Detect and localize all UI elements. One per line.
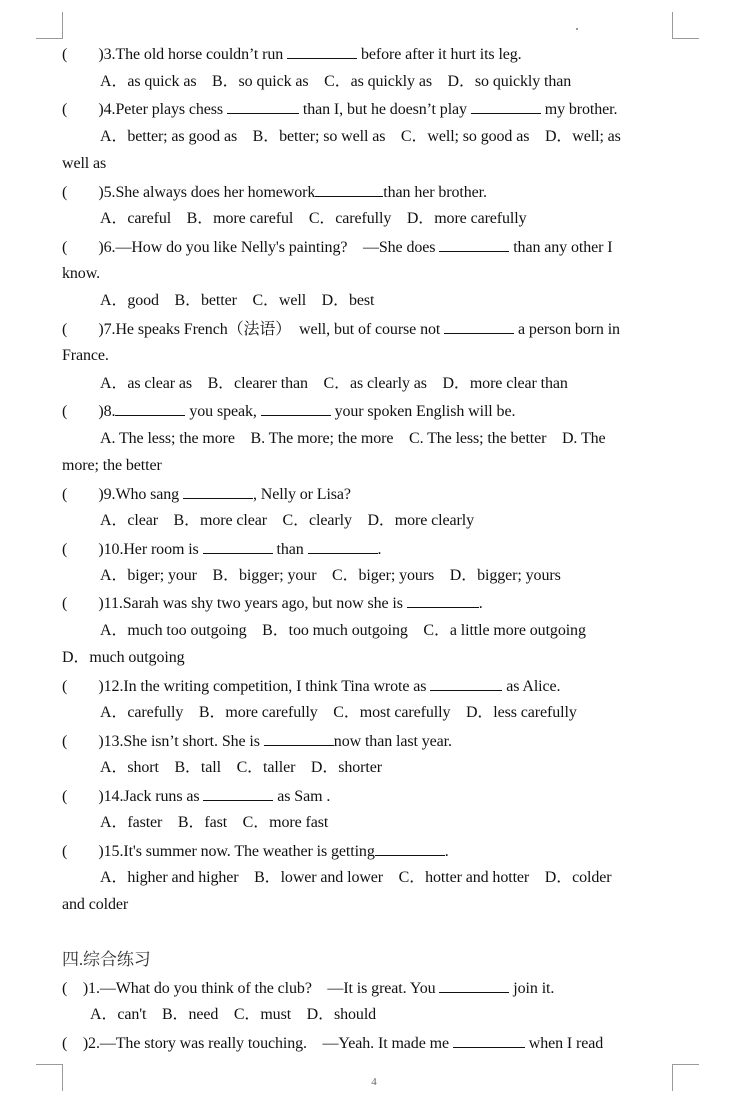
page-number: 4 xyxy=(371,1076,377,1088)
line-text: now than last year. xyxy=(333,733,452,750)
answer-blank xyxy=(287,44,357,59)
question-line xyxy=(62,1033,682,1054)
line-text: than xyxy=(272,541,308,558)
line-text: ( )15.It's summer now. The weather is getting xyxy=(62,843,375,860)
line-text: A．carefully B．more carefully C．most carefully D．less carefully xyxy=(100,704,577,721)
answer-options-line xyxy=(100,868,680,888)
question-line xyxy=(62,484,682,505)
line-text: ( )14.Jack runs as xyxy=(62,788,204,805)
answer-blank xyxy=(264,731,334,746)
line-text: . xyxy=(444,843,449,860)
answer-blank xyxy=(439,237,509,252)
question-line xyxy=(62,154,682,174)
line-text: A. The less; the more B. The more; the more C. The less; the better D. The xyxy=(100,430,606,447)
line-text: A．good B．better C．well D．best xyxy=(100,292,375,309)
line-text: ( )9.Who sang xyxy=(62,486,183,503)
question-line xyxy=(62,841,682,862)
answer-options-line xyxy=(100,374,680,394)
answer-options-line xyxy=(100,813,680,833)
line-text: . xyxy=(478,595,483,612)
answer-options-line xyxy=(100,291,680,311)
section-heading xyxy=(62,950,682,970)
answer-blank xyxy=(453,1033,525,1048)
answer-blank xyxy=(439,978,509,993)
line-text: ( )4.Peter plays chess xyxy=(62,101,227,118)
line-text: A．biger; your B．bigger; your C．biger; yours D．bigger; yours xyxy=(100,567,561,584)
answer-blank xyxy=(315,182,383,197)
question-line xyxy=(62,539,682,560)
line-text: more; the better xyxy=(62,457,162,474)
question-line xyxy=(62,182,682,203)
answer-blank xyxy=(203,786,273,801)
line-text: , Nelly or Lisa? xyxy=(253,486,351,503)
line-text: . xyxy=(377,541,382,558)
answer-blank xyxy=(471,99,541,114)
line-text: 四.综合练习 xyxy=(62,950,151,969)
line-text: A．much too outgoing B．too much outgoing C．a little more outgoing xyxy=(100,622,586,639)
question-line xyxy=(62,237,682,258)
corner-mark-top-right xyxy=(672,12,699,39)
answer-blank xyxy=(261,401,331,416)
question-line xyxy=(62,319,682,340)
corner-mark-top-left xyxy=(36,12,63,39)
answer-options-line xyxy=(100,758,680,778)
question-line xyxy=(62,593,682,614)
line-text: A．better; as good as B．better; so well as C．well; so good as D．well; as xyxy=(100,128,621,145)
question-line xyxy=(62,346,682,366)
line-text: D．much outgoing xyxy=(62,649,185,666)
answer-blank xyxy=(407,593,479,608)
stray-dot xyxy=(576,28,578,30)
line-text: a person born in xyxy=(514,321,620,338)
question-line xyxy=(62,731,682,752)
line-text: ( )6.—How do you like Nelly's painting? —She does xyxy=(62,239,440,256)
answer-blank xyxy=(375,841,445,856)
line-text: my brother. xyxy=(540,101,618,118)
answer-options-line xyxy=(90,1005,680,1025)
line-text: than any other I xyxy=(509,239,613,256)
answer-blank xyxy=(444,319,514,334)
line-text: ( )2.—The story was really touching. —Yeah. It made me xyxy=(62,1035,453,1052)
answer-options-line xyxy=(100,429,680,449)
answer-blank xyxy=(227,99,299,114)
line-text: ( )7.He speaks French（法语） well, but of course not xyxy=(62,321,445,338)
line-text: ( )8. xyxy=(62,403,116,420)
line-text: ( )13.She isn’t short. She is xyxy=(62,733,264,750)
line-text: ( )5.She always does her homework xyxy=(62,184,316,201)
line-text: France. xyxy=(62,347,109,364)
answer-blank xyxy=(203,539,273,554)
question-line xyxy=(62,99,682,120)
line-text: A．faster B．fast C．more fast xyxy=(100,814,329,831)
line-text: A．can't B．need C．must D．should xyxy=(90,1006,377,1023)
answer-blank xyxy=(430,676,502,691)
answer-options-line xyxy=(100,209,680,229)
line-text: well as xyxy=(62,155,107,172)
line-text: A．careful B．more careful C．carefully D．more carefully xyxy=(100,210,527,227)
line-text: and colder xyxy=(62,896,129,913)
line-text: A．short B．tall C．taller D．shorter xyxy=(100,759,382,776)
line-text: know. xyxy=(62,265,101,282)
line-text: you speak, xyxy=(185,403,261,420)
answer-options-line xyxy=(100,127,680,147)
answer-blank xyxy=(308,539,378,554)
line-text: before after it hurt its leg. xyxy=(357,46,522,63)
line-text: as Sam . xyxy=(273,788,331,805)
question-line xyxy=(62,264,682,284)
line-text: when I read xyxy=(524,1035,604,1052)
answer-options-line xyxy=(100,703,680,723)
line-text: ( )1.—What do you think of the club? —It is great. You xyxy=(62,980,440,997)
line-text: ( )12.In the writing competition, I think Tina wrote as xyxy=(62,678,431,695)
line-text: ( )3.The old horse couldn’t run xyxy=(62,46,288,63)
line-text: ( )11.Sarah was shy two years ago, but now she is xyxy=(62,595,407,612)
question-line xyxy=(62,676,682,697)
answer-blank xyxy=(115,401,185,416)
answer-blank xyxy=(183,484,253,499)
answer-options-line xyxy=(100,511,680,531)
question-line xyxy=(62,401,682,422)
question-line xyxy=(62,895,682,915)
line-text: than her brother. xyxy=(383,184,487,201)
question-line xyxy=(62,44,682,65)
line-text: as Alice. xyxy=(502,678,561,695)
line-text: ( )10.Her room is xyxy=(62,541,203,558)
answer-options-line xyxy=(100,72,680,92)
answer-options-line xyxy=(100,566,680,586)
line-text: than I, but he doesn’t play xyxy=(298,101,471,118)
question-line xyxy=(62,786,682,807)
line-text: A．higher and higher B．lower and lower C．hotter and hotter D．colder xyxy=(100,869,612,886)
line-text: join it. xyxy=(509,980,555,997)
line-text: your spoken English will be. xyxy=(330,403,516,420)
question-line xyxy=(62,648,682,668)
question-line xyxy=(62,456,682,476)
line-text: A．as quick as B．so quick as C．as quickly as D．so quickly than xyxy=(100,73,572,90)
question-line xyxy=(62,978,682,999)
line-text: A．as clear as B．clearer than C．as clearly as D．more clear than xyxy=(100,375,568,392)
line-text: A．clear B．more clear C．clearly D．more clearly xyxy=(100,512,475,529)
answer-options-line xyxy=(100,621,680,641)
